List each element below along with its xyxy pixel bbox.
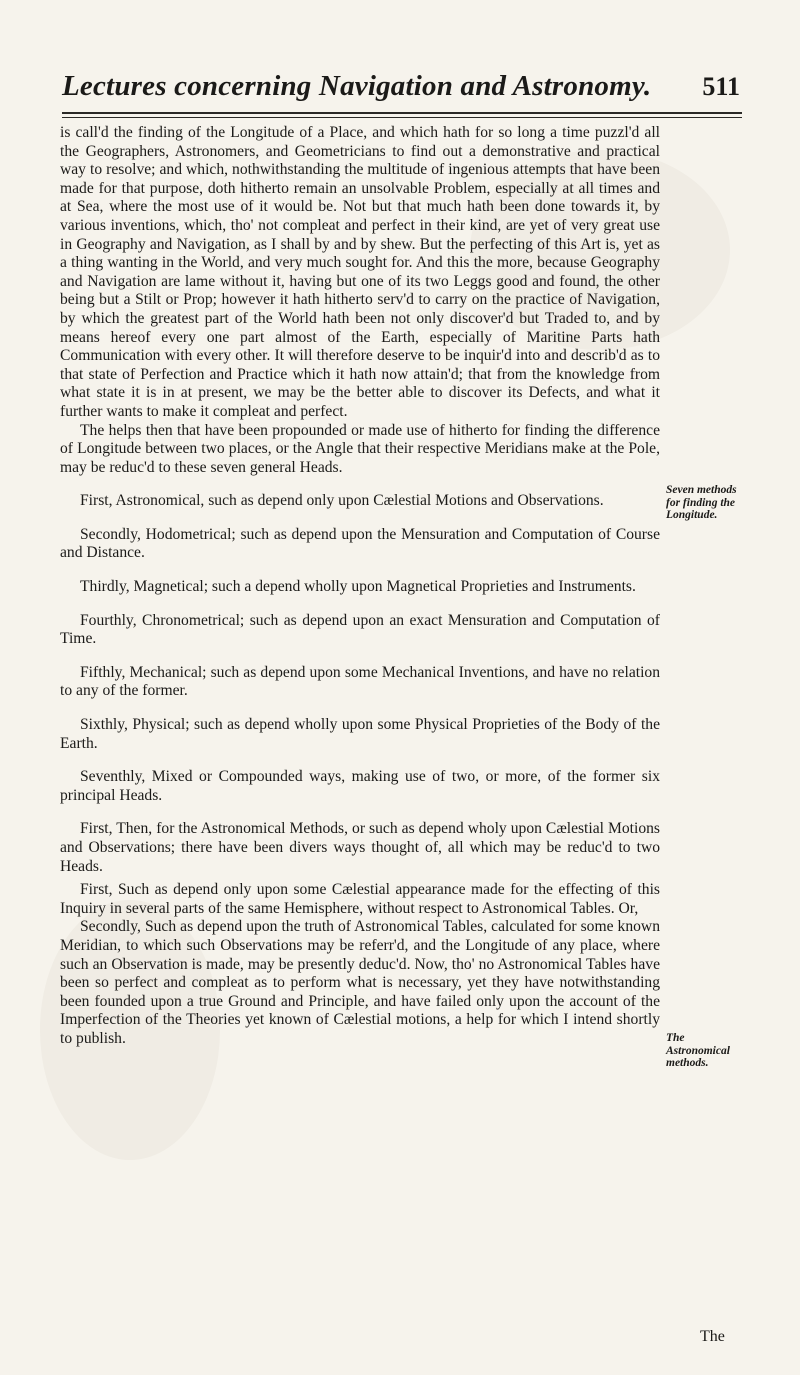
margin-note-astronomical-methods: The Astronomical methods. [666, 1032, 730, 1069]
header-rule-thin [62, 117, 742, 118]
header-rule [62, 112, 742, 114]
page-number: 511 [702, 72, 740, 101]
paragraph-third-magnetical: Thirdly, Magnetical; such a depend wholly upon Magnetical Proprieties and Instruments. [80, 578, 636, 596]
running-header [62, 64, 742, 110]
paragraph-fourth-chronometrical: Fourthly, Chronometrical; such as depend upon an exact Mensuration and Computation of Time. [60, 611, 660, 648]
paragraph-helps: The helps then that have been propounded or made use of hitherto for finding the difference of Longitude between two places, or the Angle that their respective Meridians make at the Pole, may be reduc'd to these seven general Heads. [60, 421, 660, 476]
paragraph-first-celestial-appearance: First, Such as depend only upon some Cælestial appearance made for the effecting of this Inquiry in several parts of the same Hemisphere, without respect to Astronomical Tables. Or, [60, 881, 660, 917]
paragraph-second-hodometrical: Secondly, Hodometrical; such as depend upon the Mensuration and Computation of Course and Distance. [60, 525, 660, 562]
paragraph-astronomical-methods: First, Then, for the Astronomical Methods, or such as depend wholy upon Cælestial Motions and Observations; there have been divers ways thought of, all which may be reduc'd to two Heads. [60, 820, 660, 875]
paragraph-sixth-physical: Sixthly, Physical; such as depend wholly upon some Physical Proprieties of the Body of the Earth. [60, 716, 660, 752]
paragraph-longitude-problem: is call'd the finding of the Longitude of a Place, and which hath for so long a time puzzl'd all the Geographers, Astronomers, and Geometricians to find out a demonstrative and practical way to resolve; and which, nothwithstanding the multitude of ingenious attempts that have been made for that purpose, doth hitherto remain an unsolvable Problem, especially at all times and at Sea, where the most use of it would be. Not but that much hath been done towards it, by various inventions, which, tho' not compleat and perfect in their kind, are yet of very great use in Geography and Navigation, as I shall by and by shew. But the perfecting of this Art is, yet as a thing wanting in the World, and very much sought for. And this the more, because Geography and Navigation are lame without it, having but one of its two Leggs good and found, the other being but a Stilt or Prop; however it hath hitherto serv'd to carry on the practice of Navigation, by which the greatest part of the World hath been not only discover'd but Traded to, and by means hereof every one part almost of the Earth, especially of Maritine Parts hath Communication with every other. It will therefore deserve to be inquir'd into and describ'd as to that state of Perfection and Practice which it hath now attain'd; that from the knowledge from what state it is in at present, we may be the better able to discover its Defects, and what it further wants to make it compleat and perfect. [60, 124, 660, 420]
paragraph-first-astronomical: First, Astronomical, such as depend only upon Cælestial Motions and Observations. [80, 492, 604, 510]
paragraph-second-astronomical-tables: Secondly, Such as depend upon the truth of Astronomical Tables, calculated for some known Meridian, to which such Observations may be referr'd, and the Longitude of any place, where such an Observation is made, may be presently deduc'd. Now, tho' no Astronomical Tables have been so perfect and compleat as to perform what is necessary, yet they have notwithstanding been founded upon a true Ground and Principle, and have failed only upon the account of the Imperfection of the Theories yet known of Cælestial motions, a help for which I intend shortly to publish. [60, 918, 660, 1047]
paragraph-seventh-mixed: Seventhly, Mixed or Compounded ways, making use of two, or more, of the former six principal Heads. [60, 768, 660, 804]
catchword: The [700, 1328, 725, 1345]
margin-note-seven-methods: Seven methods for finding the Longitude. [666, 484, 737, 521]
paragraph-fifth-mechanical: Fifthly, Mechanical; such as depend upon some Mechanical Inventions, and have no relation to any of the former. [60, 663, 660, 700]
body-text [60, 124, 660, 1049]
running-title: Lectures concerning Navigation and Astronomy. [62, 70, 652, 102]
